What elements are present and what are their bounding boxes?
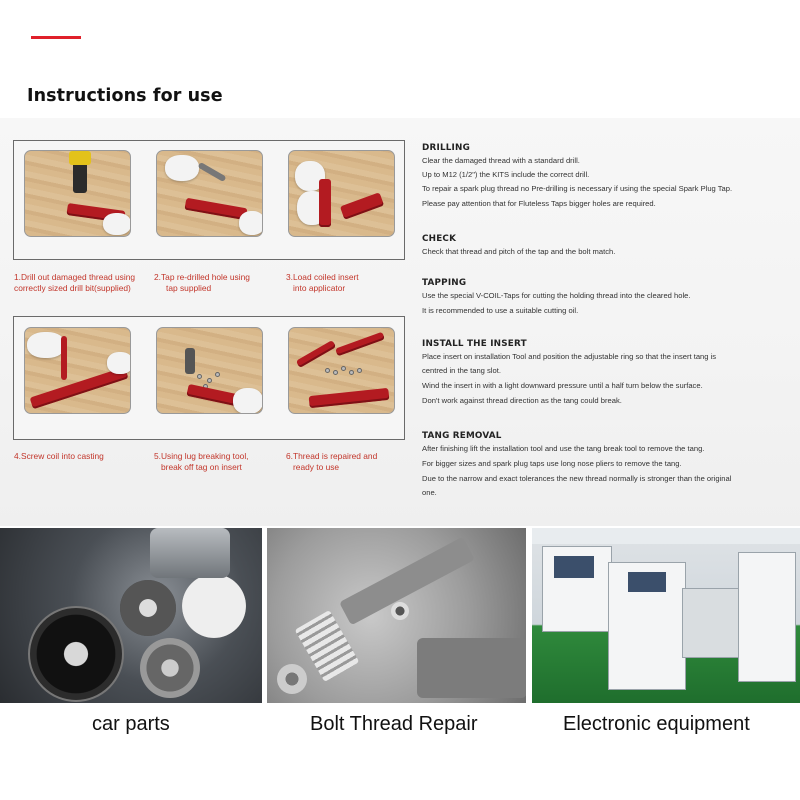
step-6-photo [288, 327, 395, 414]
step-4-photo [24, 327, 131, 414]
step-3-caption: 3.Load coiled insert into applicator [286, 272, 359, 293]
car-parts-label: car parts [92, 713, 170, 735]
accent-line [31, 36, 81, 39]
install-line: centred in the tang slot. [422, 366, 501, 375]
tang-line: Due to the narrow and exact tolerances the new thread normally is stronger than the original [422, 474, 732, 483]
drilling-line: Please pay attention that for Fluteless Taps bigger holes are required. [422, 199, 656, 208]
bolt-thread-repair-label: Bolt Thread Repair [310, 713, 478, 735]
step-1-caption: 1.Drill out damaged thread using correctly sized drill bit(supplied) [14, 272, 136, 293]
drilling-line: To repair a spark plug thread no Pre-drilling is necessary if using the special Spark Plug Tap. [422, 184, 733, 193]
drilling-line: Clear the damaged thread with a standard drill. [422, 156, 580, 165]
install-line: Wind the insert in with a light downward pressure until a half turn below the surface. [422, 381, 703, 390]
page-title: Instructions for use [27, 86, 223, 106]
tang-line: one. [422, 488, 437, 497]
electronic-equipment-label: Electronic equipment [563, 713, 750, 735]
tang-line: For bigger sizes and spark plug taps use long nose pliers to remove the tang. [422, 459, 682, 468]
install-line: Don't work against thread direction as the tang could break. [422, 396, 622, 405]
drilling-heading: DRILLING [422, 143, 471, 153]
step-2-caption: 2.Tap re-drilled hole using tap supplied [154, 272, 250, 293]
step-6-caption: 6.Thread is repaired and ready to use [286, 451, 378, 472]
electronic-equipment-image [532, 528, 800, 703]
tapping-line: It is recommended to use a suitable cutting oil. [422, 306, 579, 315]
tapping-line: Use the special V-COIL-Taps for cutting the holding thread into the cleared hole. [422, 291, 691, 300]
step-5-photo [156, 327, 263, 414]
steps-box-bottom [13, 316, 405, 472]
check-line: Check that thread and pitch of the tap and the bolt match. [422, 247, 616, 256]
car-parts-image [0, 528, 262, 703]
step-1-photo [24, 150, 131, 237]
step-2-photo [156, 150, 263, 237]
bolt-thread-repair-image [267, 528, 526, 703]
check-heading: CHECK [422, 234, 457, 244]
steps-box-top [13, 140, 405, 293]
drilling-line: Up to M12 (1/2") the KITS include the correct drill. [422, 170, 590, 179]
step-5-caption: 5.Using lug breaking tool, break off tag on insert [154, 451, 249, 472]
step-3-photo [288, 150, 395, 237]
tapping-heading: TAPPING [422, 278, 467, 288]
step-4-caption: 4.Screw coil into casting [14, 451, 104, 461]
instructions-panel [0, 118, 800, 526]
install-heading: INSTALL THE INSERT [422, 339, 527, 349]
install-line: Place insert on installation Tool and position the adjustable ring so that the insert tang is [422, 352, 717, 361]
tang-heading: TANG REMOVAL [422, 431, 502, 441]
tang-line: After finishing lift the installation tool and use the tang break tool to remove the tang. [422, 444, 705, 453]
